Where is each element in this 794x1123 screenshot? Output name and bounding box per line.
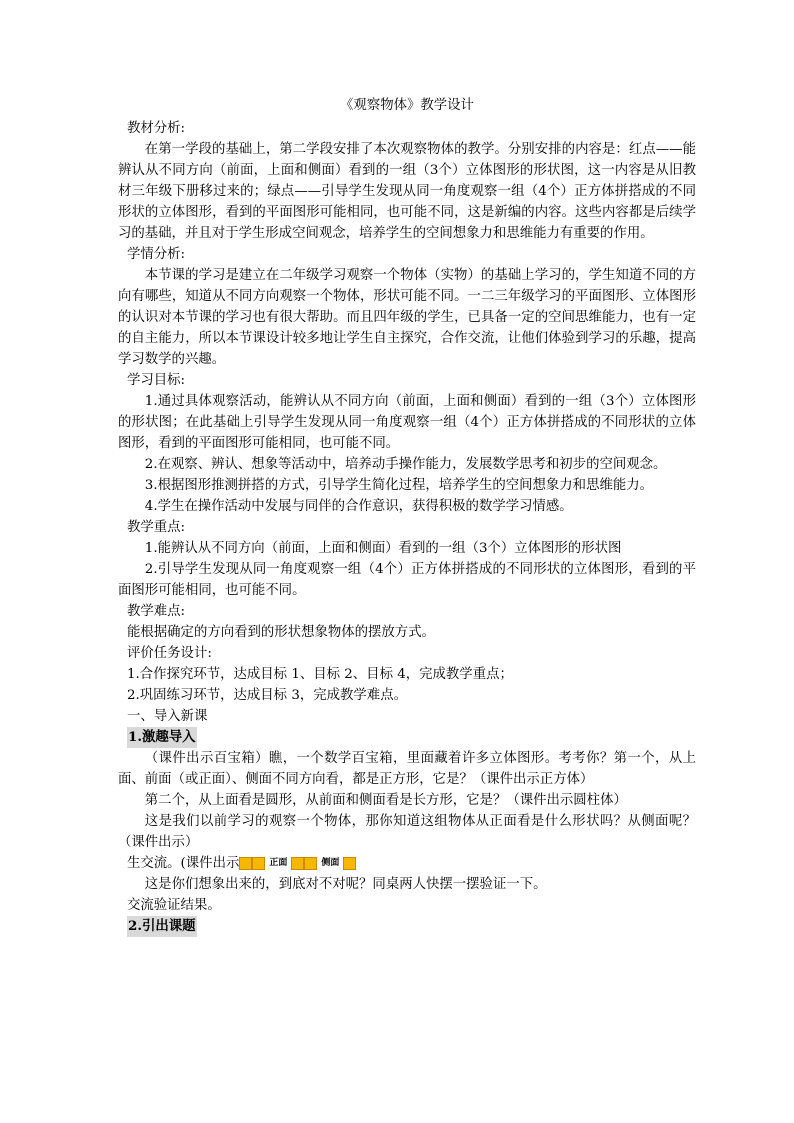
- square-icon: [343, 857, 356, 870]
- key-point-2: 2.引导学生发现从同一角度观察一组（4个）正方体拼搭成的不同形状的立体图形，看到的平面图形可能相同，也可能不同。: [118, 562, 696, 598]
- square-icon: [304, 857, 317, 870]
- difficulty-1: 能根据确定的方向看到的形状想象物体的摆放方式。: [127, 625, 435, 640]
- goal-2: 2.在观察、辨认、想象等活动中，培养动手操作能力，发展数学思考和初步的空间观念。: [144, 457, 667, 472]
- figure-label-side: 侧面: [321, 858, 340, 868]
- side-view-figure: [343, 853, 356, 874]
- heading-key-points: 教学重点:: [127, 520, 186, 535]
- question-1: （课件出示百宝箱）瞧，一个数学百宝箱，里面藏着许多立体图形。考考你？第一个，从上面、前面（或正面）、侧面不同方向看，都是正方形，它是？（课件出示正方体）: [118, 751, 696, 787]
- evaluation-1: 1.合作探究环节，达成目标 1、目标 2、目标 4，完成教学重点；: [127, 667, 513, 682]
- subsection-warmup: 1.激趣导入: [127, 727, 197, 748]
- subsection-topic: 2.引出课题: [127, 916, 197, 937]
- cube-icon: [252, 857, 265, 870]
- verify-line: 这是你们想象出来的，到底对不对呢？同桌两人快摆一摆验证一下。: [144, 877, 547, 892]
- section-intro: 一、导入新课: [127, 709, 208, 724]
- paragraph-student-analysis: 本节课的学习是建立在二年级学习观察一个物体（实物）的基础上学习的，学生知道不同的方向有哪些，知道从不同方向观察一个物体，形状可能不同。一二三年级学习的平面图形、立体图形的认识对本节课的学习也有很大帮助。而且四年级的学生，已具备一定的空间思维能力，也有一定的自主能力，所以本节课设计较多地让学生自主探究，合作交流，让他们体验到学习的乐趣，提高学习数学的兴趣。: [118, 268, 696, 367]
- document-page: [118, 94, 696, 937]
- goal-3: 3.根据图形推测拼搭的方式，引导学生简化过程，培养学生的空间想象力和思维能力。: [144, 478, 654, 493]
- cube-figure: [239, 853, 265, 874]
- goal-4: 4.学生在操作活动中发展与同伴的合作意识，获得积极的数学学习情感。: [144, 499, 573, 514]
- subsection-topic-wrap: [118, 916, 696, 937]
- question-2: 第二个，从上面看是圆形，从前面和侧面看是长方形，它是？（课件出示圆柱体）: [144, 793, 627, 808]
- evaluation-2: 2.巩固练习环节，达成目标 3，完成教学难点。: [127, 688, 407, 703]
- cube-icon: [239, 857, 252, 870]
- heading-student-analysis: 学情分析:: [127, 247, 186, 262]
- heading-difficulties: 教学难点:: [127, 604, 186, 619]
- result-line: 交流验证结果。: [127, 898, 221, 913]
- document-title: 《观察物体》教学设计: [340, 98, 474, 113]
- subsection-warmup-wrap: [118, 727, 696, 748]
- heading-textbook-analysis: 教材分析:: [127, 121, 186, 136]
- heading-evaluation: 评价任务设计:: [127, 646, 212, 661]
- goal-1: 1.通过具体观察活动，能辨认从不同方向（前面，上面和侧面）看到的一组（3个）立体图形的形状图；在此基础上引导学生发现从同一角度观察一组（4个）正方体拼搭成的不同形状的立体图形，看到的平面图形可能相同，也可能不同。: [118, 394, 696, 451]
- question-3: 这是我们以前学习的观察一个物体，那你知道这组物体从正面看是什么形状吗？从侧面呢？（课件出示）: [118, 814, 696, 850]
- heading-learning-goals: 学习目标:: [127, 373, 186, 388]
- exchange-line: [118, 853, 696, 874]
- front-view-figure: [291, 853, 317, 874]
- exchange-text: 生交流。(课件出示: [127, 856, 240, 871]
- paragraph-textbook-analysis: 在第一学段的基础上，第二学段安排了本次观察物体的教学。分别安排的内容是：红点——能辨认从不同方向（前面，上面和侧面）看到的一组（3个）立体图形的形状图，这一内容是从旧教材三年级下册移过来的；绿点——引导学生发现从同一角度观察一组（4个）正方体拼搭成的不同形状的立体图形，看到的平面图形可能相同，也可能不同，这是新编的内容。这些内容都是后续学习的基础，并且对于学生形成空间观念，培养学生的空间想象力和思维能力有重要的作用。: [118, 142, 696, 241]
- key-point-1: 1.能辨认从不同方向（前面，上面和侧面）看到的一组（3个）立体图形的形状图: [144, 541, 622, 556]
- square-icon: [291, 857, 304, 870]
- figure-label-front: 正面: [269, 858, 288, 868]
